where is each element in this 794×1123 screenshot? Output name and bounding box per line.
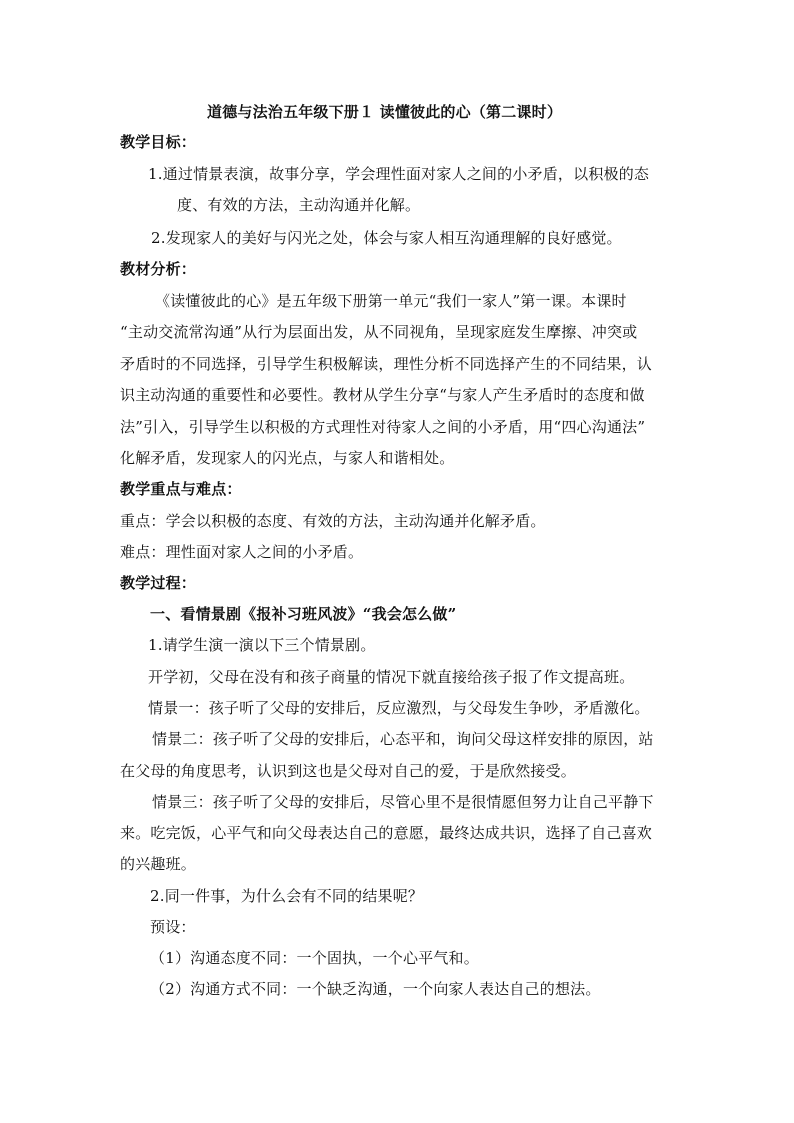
scene-3-line-2: 来。吃完饭，心平气和向父母表达自己的意愿，最终达成共识，选择了自己喜欢 xyxy=(120,824,653,842)
scene-2-line-1: 情景二：孩子听了父母的安排后，心态平和，询问父母这样安排的原因，站 xyxy=(152,730,654,748)
key-points-heading: 教学重点与难点： xyxy=(120,480,242,498)
preset-label: 预设： xyxy=(150,918,196,936)
scene-2-line-2: 在父母的角度思考，认识到这也是父母对自己的爱，于是欣然接受。 xyxy=(120,762,577,780)
analysis-line: 法”引入，引导学生以积极的方式理性对待家人之间的小矛盾，用“四心沟通法” xyxy=(120,418,646,436)
scene-3-line-3: 的兴趣班。 xyxy=(120,855,197,873)
scene-3-line-1: 情景三：孩子听了父母的安排后，尽管心里不是很情愿但努力让自己平静下 xyxy=(152,793,654,811)
scene-1: 情景一：孩子听了父母的安排后，反应激烈，与父母发生争吵，矛盾激化。 xyxy=(148,699,650,717)
scenario-intro: 开学初，父母在没有和孩子商量的情况下就直接给孩子报了作文提高班。 xyxy=(148,668,635,686)
preset-answer-1: （1）沟通态度不同：一个固执，一个心平气和。 xyxy=(150,949,479,967)
key-point-focus: 重点：学会以积极的态度、有效的方法，主动沟通并化解矛盾。 xyxy=(120,512,546,530)
section-1-heading: 一、看情景剧《报补习班风波》“我会怎么做” xyxy=(150,605,457,623)
key-point-difficulty: 难点：理性面对家人之间的小矛盾。 xyxy=(120,543,364,561)
objectives-heading: 教学目标： xyxy=(120,133,197,151)
process-step-1: 1.请学生演一演以下三个情景剧。 xyxy=(148,636,376,654)
objective-2: 2.发现家人的美好与闪光之处，体会与家人相互沟通理解的良好感觉。 xyxy=(151,229,622,247)
preset-answer-2: （2）沟通方式不同：一个缺乏沟通，一个向家人表达自己的想法。 xyxy=(150,980,601,998)
analysis-line: 化解矛盾，发现家人的闪光点，与家人和谐相处。 xyxy=(120,449,455,467)
process-heading: 教学过程： xyxy=(120,574,197,592)
analysis-line: 《读懂彼此的心》是五年级下册第一单元“我们一家人”第一课。本课时 xyxy=(155,292,627,310)
analysis-line: 矛盾时的不同选择，引导学生积极解读，理性分析不同选择产生的不同结果，认 xyxy=(120,355,653,373)
objective-1-line-2: 度、有效的方法，主动沟通并化解。 xyxy=(177,196,421,214)
document-title: 道德与法治五年级下册１ 读懂彼此的心（第二课时） xyxy=(207,103,563,121)
objective-1-line-1: 1.通过情景表演，故事分享，学会理性面对家人之间的小矛盾，以积极的态 xyxy=(148,165,650,183)
process-step-2: 2.同一件事，为什么会有不同的结果呢？ xyxy=(150,887,424,905)
analysis-heading: 教材分析： xyxy=(120,260,197,278)
analysis-line: 识主动沟通的重要性和必要性。教材从学生分享“与家人产生矛盾时的态度和做 xyxy=(120,386,645,404)
analysis-line: “主动交流常沟通”从行为层面出发，从不同视角，呈现家庭发生摩擦、冲突或 xyxy=(120,323,638,341)
